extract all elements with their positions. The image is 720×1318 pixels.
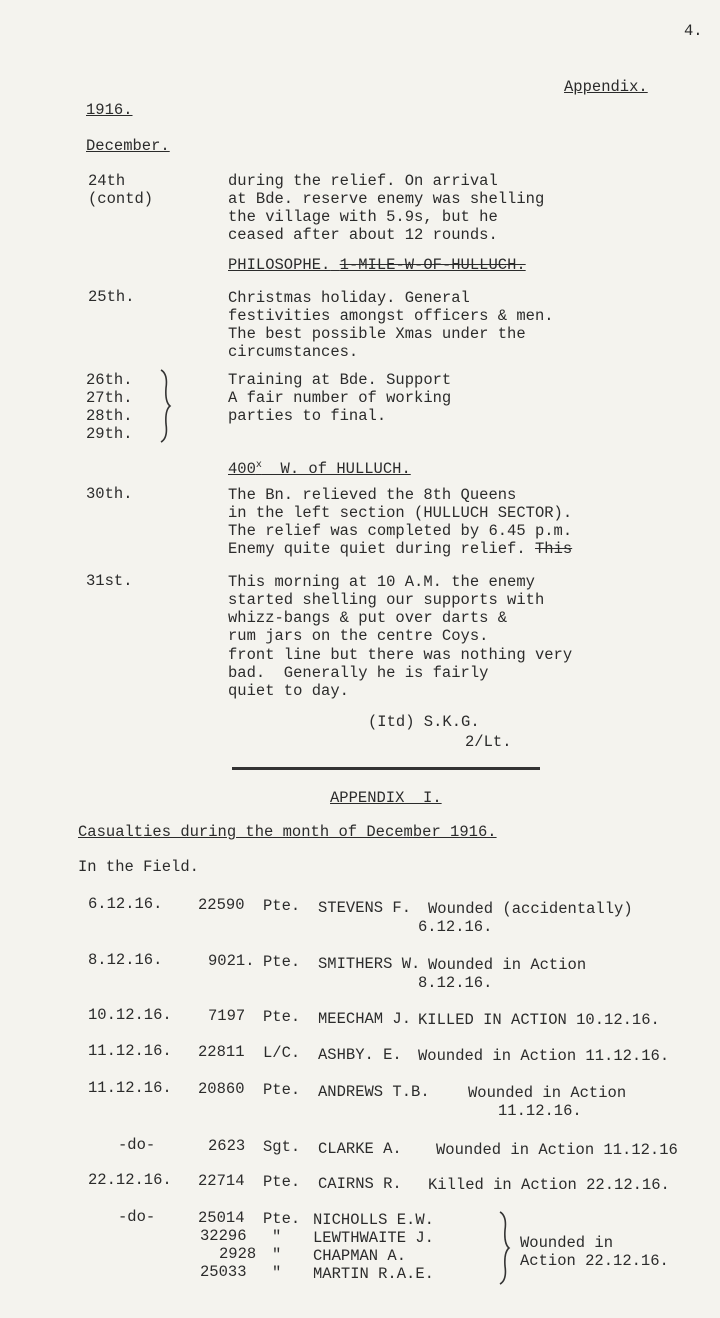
- location-heading-2: [228, 457, 411, 478]
- group-number: 32296: [200, 1227, 247, 1245]
- casualty-status: Killed in Action 22.12.16.: [428, 1176, 670, 1194]
- casualty-status-date: 8.12.16.: [418, 974, 493, 992]
- entry-date: 24th: [88, 172, 126, 190]
- location-name-2: W. of HULLUCH.: [280, 460, 411, 479]
- entry-line: ceased after about 12 rounds.: [228, 226, 498, 244]
- casualty-number: 2623: [208, 1137, 246, 1155]
- casualty-number: 22714: [198, 1172, 245, 1190]
- casualty-rank: Pte.: [263, 1173, 301, 1191]
- casualty-status: Wounded in Action: [468, 1084, 627, 1102]
- casualty-date: 6.12.16.: [88, 895, 163, 913]
- entry-date: 31st.: [86, 572, 133, 590]
- entry-line: the village with 5.9s, but he: [228, 208, 498, 226]
- casualty-status-date: 6.12.16.: [418, 918, 493, 936]
- casualty-date: 8.12.16.: [88, 951, 163, 969]
- casualty-name: CAIRNS R.: [318, 1175, 402, 1193]
- entry-line: rum jars on the centre Coys.: [228, 627, 489, 645]
- distance: 400: [228, 460, 256, 479]
- group-number: 25033: [200, 1263, 247, 1281]
- section-divider: [232, 767, 540, 770]
- month-heading: December.: [86, 137, 170, 155]
- casualty-name: CLARKE A.: [318, 1140, 402, 1158]
- group-name: CHAPMAN A.: [313, 1247, 407, 1265]
- casualty-rank: Pte.: [263, 1008, 301, 1026]
- casualty-name: STEVENS F.: [318, 899, 412, 917]
- group-rank: Pte.: [263, 1210, 301, 1228]
- entry-line: started shelling our supports with: [228, 591, 545, 609]
- casualty-status: Wounded in Action 11.12.16: [436, 1141, 678, 1159]
- entry-date: 28th.: [86, 407, 133, 425]
- casualty-name: SMITHERS W.: [318, 955, 421, 973]
- casualty-date: -do-: [118, 1136, 156, 1154]
- entry-line: whizz-bangs & put over darts &: [228, 609, 508, 627]
- entry-line: front line but there was nothing very: [228, 646, 573, 664]
- entry-line: during the relief. On arrival: [228, 172, 498, 190]
- casualty-status: Wounded (accidentally): [428, 900, 633, 918]
- casualty-rank: Pte.: [263, 897, 301, 915]
- casualty-rank: Pte.: [263, 953, 301, 971]
- group-name: NICHOLLS E.W.: [313, 1211, 434, 1229]
- group-rank: ": [272, 1246, 282, 1264]
- casualty-rank: Pte.: [263, 1081, 301, 1099]
- casualty-number: 9021.: [208, 952, 255, 970]
- group-brace: [497, 1210, 513, 1286]
- entry-line: circumstances.: [228, 343, 359, 361]
- group-name: MARTIN R.A.E.: [313, 1265, 434, 1283]
- date-brace: [158, 368, 174, 444]
- entry-line: This morning at 10 A.M. the enemy: [228, 573, 535, 591]
- entry-date: 29th.: [86, 425, 133, 443]
- casualty-status: KILLED IN ACTION 10.12.16.: [418, 1011, 660, 1029]
- entry-line: Training at Bde. Support: [228, 371, 452, 389]
- group-status: Wounded in: [520, 1234, 614, 1252]
- page-number: 4.: [684, 22, 703, 40]
- entry-line: [228, 540, 572, 558]
- signature-rank: 2/Lt.: [465, 733, 512, 751]
- casualty-date: 11.12.16.: [88, 1079, 172, 1097]
- entry-line: The best possible Xmas under the: [228, 325, 526, 343]
- appendix-header: Appendix.: [564, 78, 648, 96]
- casualty-date: 10.12.16.: [88, 1006, 172, 1024]
- entry-line: quiet to day.: [228, 682, 349, 700]
- entry-date: 25th.: [88, 288, 135, 306]
- location-name: PHILOSOPHE.: [228, 256, 331, 274]
- group-date: -do-: [118, 1208, 156, 1226]
- casualty-rank: Sgt.: [263, 1138, 301, 1156]
- entry-date: 30th.: [86, 485, 133, 503]
- entry-line: parties to final.: [228, 407, 387, 425]
- entry-date: 27th.: [86, 389, 133, 407]
- casualty-date: 11.12.16.: [88, 1042, 172, 1060]
- group-status: Action 22.12.16.: [520, 1252, 669, 1270]
- location-struck: 1-MILE-W-OF-HULLUCH.: [339, 256, 526, 274]
- entry-line: The relief was completed by 6.45 p.m.: [228, 522, 573, 540]
- group-rank: ": [272, 1264, 282, 1282]
- casualty-number: 20860: [198, 1080, 245, 1098]
- casualty-status-date: 11.12.16.: [498, 1102, 582, 1120]
- entry-line: in the left section (HULLUCH SECTOR).: [228, 504, 573, 522]
- entry-date: 26th.: [86, 371, 133, 389]
- group-number: 2928: [219, 1245, 257, 1263]
- casualty-status: Wounded in Action 11.12.16.: [418, 1047, 670, 1065]
- casualty-number: 22590: [198, 896, 245, 914]
- signature-initials: (Itd) S.K.G.: [368, 713, 480, 731]
- casualty-status: Wounded in Action: [428, 956, 587, 974]
- appendix-title: APPENDIX I.: [330, 789, 442, 807]
- yards-mark: x: [255, 460, 262, 471]
- entry-line: bad. Generally he is fairly: [228, 664, 489, 682]
- entry-line: Christmas holiday. General: [228, 289, 470, 307]
- entry-line: A fair number of working: [228, 389, 452, 407]
- casualty-date: 22.12.16.: [88, 1171, 172, 1189]
- casualty-number: 7197: [208, 1007, 246, 1025]
- casualty-name: MEECHAM J.: [318, 1010, 412, 1028]
- casualty-name: ASHBY. E.: [318, 1046, 402, 1064]
- entry-line: The Bn. relieved the 8th Queens: [228, 486, 517, 504]
- in-the-field: In the Field.: [78, 858, 199, 876]
- entry-date-contd: (contd): [88, 190, 154, 208]
- group-number: 25014: [198, 1209, 245, 1227]
- group-name: LEWTHWAITE J.: [313, 1229, 434, 1247]
- entry-line: at Bde. reserve enemy was shelling: [228, 190, 545, 208]
- casualties-title: Casualties during the month of December 1916.: [78, 823, 497, 841]
- entry-line-text: Enemy quite quiet during relief.: [228, 540, 526, 558]
- struck-word: This: [534, 540, 573, 558]
- casualty-name: ANDREWS T.B.: [318, 1083, 430, 1101]
- group-rank: ": [272, 1228, 282, 1246]
- year-heading: 1916.: [86, 101, 133, 119]
- location-heading: [228, 256, 526, 274]
- entry-line: festivities amongst officers & men.: [228, 307, 554, 325]
- casualty-number: 22811: [198, 1043, 245, 1061]
- casualty-rank: L/C.: [263, 1044, 301, 1062]
